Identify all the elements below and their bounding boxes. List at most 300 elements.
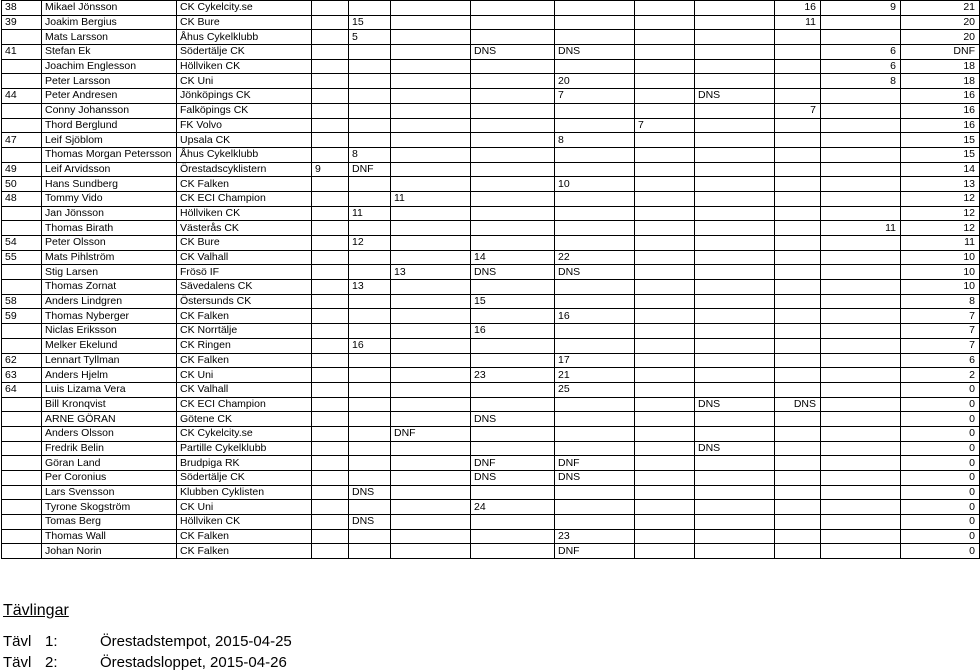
cell-rank (2, 59, 42, 74)
cell-rank: 63 (2, 368, 42, 383)
cell-rank (2, 118, 42, 133)
cell-c7 (695, 412, 775, 427)
cell-c2 (349, 59, 391, 74)
cell-c6 (635, 250, 695, 265)
cell-total: 0 (901, 426, 980, 441)
cell-c7 (695, 265, 775, 280)
table-row (2, 426, 980, 441)
cell-club: Höllviken CK (177, 515, 312, 530)
cell-rider-name: Thomas Morgan Petersson (42, 147, 177, 162)
cell-c6 (635, 426, 695, 441)
cell-total: 0 (901, 397, 980, 412)
cell-c7 (695, 338, 775, 353)
table-row (2, 500, 980, 515)
cell-c2 (349, 368, 391, 383)
cell-c4 (471, 426, 555, 441)
cell-c6 (635, 133, 695, 148)
cell-c8 (775, 515, 821, 530)
cell-c9 (821, 147, 901, 162)
table-row (2, 309, 980, 324)
cell-c8 (775, 338, 821, 353)
cell-c1 (312, 206, 349, 221)
cell-c1 (312, 250, 349, 265)
cell-c3 (391, 221, 471, 236)
cell-c9: 9 (821, 1, 901, 16)
cell-rank (2, 515, 42, 530)
cell-c7: DNS (695, 397, 775, 412)
cell-rank (2, 103, 42, 118)
cell-c2: 11 (349, 206, 391, 221)
cell-club: Jönköpings CK (177, 89, 312, 104)
cell-total: 8 (901, 294, 980, 309)
cell-c8 (775, 250, 821, 265)
cell-rank: 41 (2, 45, 42, 60)
cell-c1 (312, 133, 349, 148)
cell-club: CK ECI Champion (177, 191, 312, 206)
cell-club: CK Valhall (177, 250, 312, 265)
cell-rider-name: Luis Lizama Vera (42, 382, 177, 397)
cell-c8 (775, 382, 821, 397)
cell-club: Upsala CK (177, 133, 312, 148)
cell-c9: 8 (821, 74, 901, 89)
cell-c2: 13 (349, 280, 391, 295)
cell-c5 (555, 280, 635, 295)
cell-c6 (635, 338, 695, 353)
cell-c8 (775, 30, 821, 45)
cell-total: 0 (901, 544, 980, 559)
cell-c3 (391, 338, 471, 353)
cell-club: Brudpiga RK (177, 456, 312, 471)
cell-c1 (312, 368, 349, 383)
cell-rider-name: Göran Land (42, 456, 177, 471)
cell-c4 (471, 103, 555, 118)
cell-rider-name: Joakim Bergius (42, 15, 177, 30)
cell-c9 (821, 265, 901, 280)
cell-c6 (635, 368, 695, 383)
cell-c6 (635, 162, 695, 177)
cell-rider-name: Hans Sundberg (42, 177, 177, 192)
cell-c4 (471, 353, 555, 368)
cell-c5 (555, 103, 635, 118)
legend-text: Örestadsloppet, 2015-04-26 (100, 654, 287, 671)
cell-c7 (695, 191, 775, 206)
cell-club: CK Ringen (177, 338, 312, 353)
cell-c7 (695, 59, 775, 74)
cell-c8 (775, 221, 821, 236)
cell-club: CK Falken (177, 544, 312, 559)
table-row (2, 1, 980, 16)
cell-c2: 16 (349, 338, 391, 353)
cell-c5: 25 (555, 382, 635, 397)
cell-total: 6 (901, 353, 980, 368)
cell-total: 10 (901, 280, 980, 295)
cell-c5 (555, 397, 635, 412)
cell-c9 (821, 368, 901, 383)
cell-club: CK Falken (177, 177, 312, 192)
cell-club: Örestadscyklistern (177, 162, 312, 177)
cell-c8 (775, 441, 821, 456)
cell-c8 (775, 544, 821, 559)
cell-c5 (555, 221, 635, 236)
cell-c5 (555, 441, 635, 456)
cell-c2: DNF (349, 162, 391, 177)
cell-c1 (312, 397, 349, 412)
cell-rider-name: ARNE GÖRAN (42, 412, 177, 427)
table-row (2, 74, 980, 89)
cell-club: Åhus Cykelklubb (177, 30, 312, 45)
cell-c2: 12 (349, 236, 391, 251)
cell-c1 (312, 45, 349, 60)
cell-c4: DNF (471, 456, 555, 471)
cell-c6 (635, 89, 695, 104)
cell-c1 (312, 15, 349, 30)
cell-c4 (471, 15, 555, 30)
cell-c3 (391, 515, 471, 530)
cell-rank (2, 324, 42, 339)
table-row (2, 544, 980, 559)
cell-c4 (471, 515, 555, 530)
cell-club: Falköpings CK (177, 103, 312, 118)
cell-c8 (775, 485, 821, 500)
cell-rider-name: Leif Sjöblom (42, 133, 177, 148)
cell-c2 (349, 397, 391, 412)
cell-rider-name: Lennart Tyllman (42, 353, 177, 368)
cell-total: 14 (901, 162, 980, 177)
cell-c7: DNS (695, 441, 775, 456)
table-row (2, 30, 980, 45)
cell-c6 (635, 382, 695, 397)
cell-c3 (391, 353, 471, 368)
cell-c5 (555, 15, 635, 30)
cell-c6 (635, 280, 695, 295)
cell-c4 (471, 221, 555, 236)
cell-c8 (775, 89, 821, 104)
cell-c2 (349, 441, 391, 456)
cell-c7 (695, 294, 775, 309)
cell-c4 (471, 133, 555, 148)
cell-c9 (821, 118, 901, 133)
cell-c1 (312, 265, 349, 280)
cell-c8 (775, 59, 821, 74)
cell-club: CK Valhall (177, 382, 312, 397)
cell-rider-name: Peter Larsson (42, 74, 177, 89)
cell-c5 (555, 1, 635, 16)
cell-c4 (471, 529, 555, 544)
cell-total: 15 (901, 147, 980, 162)
cell-c2: 15 (349, 15, 391, 30)
cell-c5 (555, 147, 635, 162)
cell-rank (2, 441, 42, 456)
cell-c6 (635, 1, 695, 16)
cell-c1 (312, 74, 349, 89)
cell-c2 (349, 309, 391, 324)
cell-c5 (555, 515, 635, 530)
cell-rider-name: Jan Jönsson (42, 206, 177, 221)
results-table (1, 0, 980, 559)
cell-c9 (821, 397, 901, 412)
cell-c6 (635, 529, 695, 544)
table-row (2, 191, 980, 206)
cell-c3: DNF (391, 426, 471, 441)
cell-c5: 16 (555, 309, 635, 324)
cell-c7: DNS (695, 89, 775, 104)
cell-c3 (391, 485, 471, 500)
cell-c7 (695, 456, 775, 471)
cell-c7 (695, 177, 775, 192)
cell-c6 (635, 147, 695, 162)
cell-c8 (775, 118, 821, 133)
cell-rider-name: Thomas Nyberger (42, 309, 177, 324)
cell-c8 (775, 456, 821, 471)
cell-c6 (635, 397, 695, 412)
cell-c5: 10 (555, 177, 635, 192)
cell-c6 (635, 45, 695, 60)
cell-rider-name: Mats Pihlström (42, 250, 177, 265)
cell-c5: DNS (555, 45, 635, 60)
table-row (2, 515, 980, 530)
cell-total: 2 (901, 368, 980, 383)
cell-c2 (349, 103, 391, 118)
cell-c5: DNF (555, 456, 635, 471)
cell-c1 (312, 236, 349, 251)
cell-c1 (312, 426, 349, 441)
cell-rider-name: Tyrone Skogström (42, 500, 177, 515)
cell-c6 (635, 236, 695, 251)
cell-c1 (312, 147, 349, 162)
cell-c2 (349, 324, 391, 339)
cell-c4 (471, 441, 555, 456)
cell-c9 (821, 250, 901, 265)
cell-c1 (312, 294, 349, 309)
cell-club: CK Uni (177, 368, 312, 383)
cell-rank: 58 (2, 294, 42, 309)
table-row (2, 162, 980, 177)
legend-item (3, 633, 292, 650)
table-row (2, 59, 980, 74)
cell-total: 0 (901, 441, 980, 456)
cell-c5: DNS (555, 471, 635, 486)
table-row (2, 206, 980, 221)
cell-total: 0 (901, 529, 980, 544)
cell-c1 (312, 353, 349, 368)
cell-c8 (775, 324, 821, 339)
cell-rank: 48 (2, 191, 42, 206)
cell-c8 (775, 177, 821, 192)
cell-c9 (821, 471, 901, 486)
cell-c9 (821, 500, 901, 515)
cell-c3: 13 (391, 265, 471, 280)
cell-c6 (635, 177, 695, 192)
cell-c7 (695, 368, 775, 383)
cell-rank (2, 471, 42, 486)
cell-c8 (775, 353, 821, 368)
cell-rank: 49 (2, 162, 42, 177)
cell-c8 (775, 529, 821, 544)
cell-rider-name: Peter Andresen (42, 89, 177, 104)
cell-c5 (555, 338, 635, 353)
cell-c3 (391, 280, 471, 295)
cell-c9 (821, 338, 901, 353)
cell-rank (2, 280, 42, 295)
cell-rank: 59 (2, 309, 42, 324)
cell-c2 (349, 1, 391, 16)
cell-c4 (471, 74, 555, 89)
cell-c3 (391, 30, 471, 45)
cell-c2 (349, 456, 391, 471)
cell-c6 (635, 485, 695, 500)
cell-rank: 64 (2, 382, 42, 397)
cell-c7 (695, 471, 775, 486)
cell-c7 (695, 103, 775, 118)
cell-c4: 23 (471, 368, 555, 383)
cell-club: Frösö IF (177, 265, 312, 280)
cell-c7 (695, 515, 775, 530)
cell-c5 (555, 426, 635, 441)
cell-c4: 15 (471, 294, 555, 309)
cell-club: Höllviken CK (177, 59, 312, 74)
cell-c8: 7 (775, 103, 821, 118)
cell-rider-name: Joachim Englesson (42, 59, 177, 74)
cell-c2 (349, 133, 391, 148)
cell-c9 (821, 294, 901, 309)
cell-rider-name: Thomas Birath (42, 221, 177, 236)
cell-c3 (391, 309, 471, 324)
cell-c2 (349, 250, 391, 265)
cell-rank (2, 338, 42, 353)
cell-c7 (695, 426, 775, 441)
cell-c5: DNS (555, 265, 635, 280)
cell-c7 (695, 544, 775, 559)
cell-c6 (635, 500, 695, 515)
cell-c2 (349, 353, 391, 368)
cell-rider-name: Anders Lindgren (42, 294, 177, 309)
table-row (2, 147, 980, 162)
cell-c6 (635, 324, 695, 339)
cell-rank: 50 (2, 177, 42, 192)
cell-c9 (821, 441, 901, 456)
cell-c7 (695, 118, 775, 133)
cell-c8: 16 (775, 1, 821, 16)
cell-c1 (312, 471, 349, 486)
cell-c4 (471, 30, 555, 45)
cell-c2 (349, 89, 391, 104)
cell-c3 (391, 236, 471, 251)
table-row (2, 265, 980, 280)
cell-c3 (391, 162, 471, 177)
cell-c7 (695, 133, 775, 148)
table-row (2, 15, 980, 30)
cell-c9 (821, 206, 901, 221)
cell-c4: 16 (471, 324, 555, 339)
cell-club: Södertälje CK (177, 45, 312, 60)
cell-c7 (695, 353, 775, 368)
cell-c7 (695, 236, 775, 251)
cell-rider-name: Bill Kronqvist (42, 397, 177, 412)
cell-c3 (391, 15, 471, 30)
cell-c5 (555, 236, 635, 251)
cell-rank (2, 426, 42, 441)
cell-c2: DNS (349, 485, 391, 500)
cell-c8: DNS (775, 397, 821, 412)
cell-c5 (555, 294, 635, 309)
cell-c9 (821, 324, 901, 339)
table-row (2, 221, 980, 236)
cell-c6 (635, 294, 695, 309)
cell-c9 (821, 236, 901, 251)
cell-total: 0 (901, 456, 980, 471)
cell-total: 16 (901, 103, 980, 118)
cell-rider-name: Mats Larsson (42, 30, 177, 45)
table-row (2, 294, 980, 309)
cell-c7 (695, 250, 775, 265)
cell-total: 0 (901, 515, 980, 530)
cell-c9 (821, 426, 901, 441)
cell-rider-name: Tomas Berg (42, 515, 177, 530)
legend-title: Tävlingar (3, 602, 69, 619)
cell-c5: 8 (555, 133, 635, 148)
cell-rider-name: Thord Berglund (42, 118, 177, 133)
table-row (2, 177, 980, 192)
cell-c7 (695, 45, 775, 60)
cell-total: 7 (901, 309, 980, 324)
cell-total: 12 (901, 206, 980, 221)
cell-c9 (821, 15, 901, 30)
cell-c1 (312, 191, 349, 206)
cell-c6 (635, 265, 695, 280)
cell-c2 (349, 382, 391, 397)
cell-c6 (635, 30, 695, 45)
cell-club: CK Cykelcity.se (177, 426, 312, 441)
cell-c2 (349, 471, 391, 486)
table-row (2, 353, 980, 368)
cell-c7 (695, 500, 775, 515)
cell-c1 (312, 485, 349, 500)
cell-club: Götene CK (177, 412, 312, 427)
cell-c8 (775, 412, 821, 427)
cell-rider-name: Thomas Zornat (42, 280, 177, 295)
cell-c4 (471, 59, 555, 74)
cell-c9 (821, 177, 901, 192)
cell-c7 (695, 15, 775, 30)
cell-c1 (312, 280, 349, 295)
cell-c4 (471, 89, 555, 104)
cell-c3 (391, 1, 471, 16)
cell-c3 (391, 89, 471, 104)
cell-total: 12 (901, 221, 980, 236)
cell-club: CK Falken (177, 309, 312, 324)
cell-c3 (391, 74, 471, 89)
cell-c5: 17 (555, 353, 635, 368)
cell-rank: 54 (2, 236, 42, 251)
cell-total: 0 (901, 382, 980, 397)
table-row (2, 456, 980, 471)
cell-total: 0 (901, 485, 980, 500)
cell-c6 (635, 221, 695, 236)
cell-c1 (312, 456, 349, 471)
table-row (2, 368, 980, 383)
table-row (2, 441, 980, 456)
cell-c4 (471, 309, 555, 324)
cell-c3 (391, 412, 471, 427)
cell-total: 20 (901, 15, 980, 30)
cell-c3 (391, 177, 471, 192)
cell-c1 (312, 221, 349, 236)
cell-total: 20 (901, 30, 980, 45)
cell-c1 (312, 529, 349, 544)
cell-c4 (471, 280, 555, 295)
cell-c9: 6 (821, 59, 901, 74)
cell-rank (2, 74, 42, 89)
